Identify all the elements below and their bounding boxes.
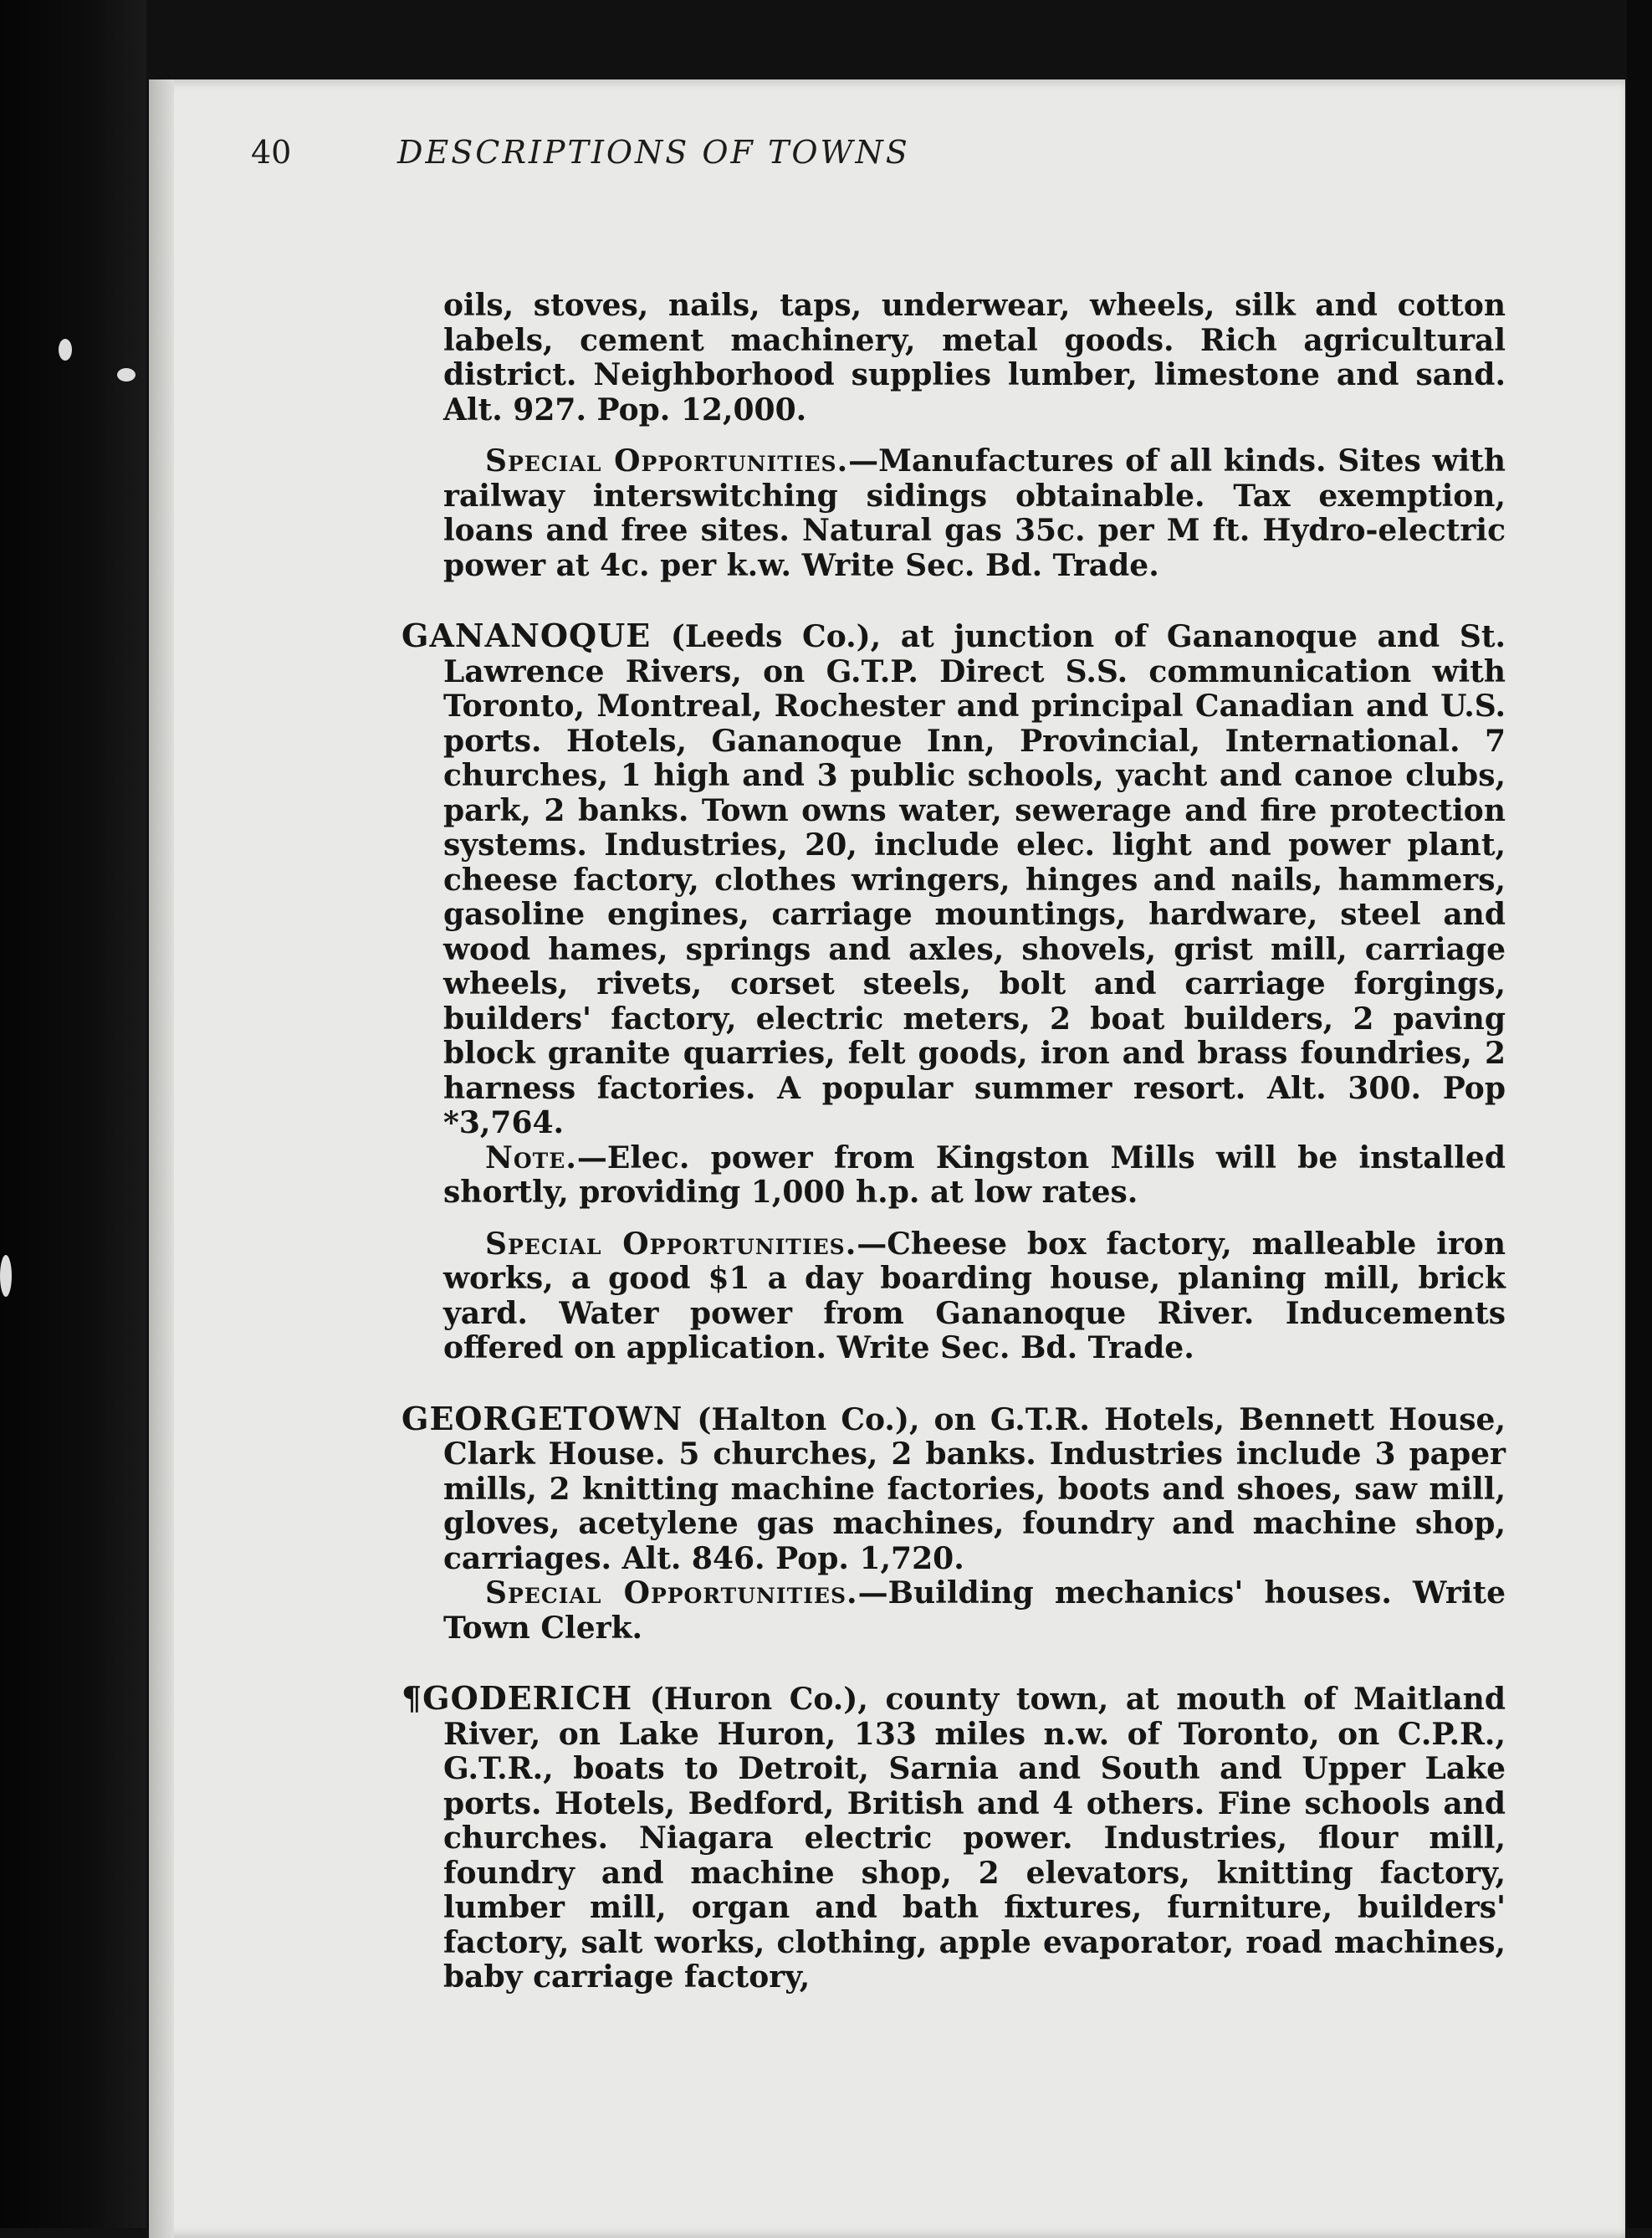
paragraph-text: —Manufactures of all kinds. Sites with railway interswitching sidings obtainable. Tax exemption, loans and free sites. Natural gas 35c. per M ft. Hydro-electric power at 4c. per k.w. Write Sec. Bd. Trade. <box>443 443 1506 583</box>
paragraph-text: —Cheese box factory, malleable iron works, a good $1 a day boarding house, planing mill, brick yard. Water power from Gananoque River. Inducements offered on application. Write Sec. Bd. Trade. <box>443 1226 1506 1365</box>
page-title: DESCRIPTIONS OF TOWNS <box>397 134 910 171</box>
paragraph-text: —Building mechanics' houses. Write Town Clerk. <box>443 1575 1506 1646</box>
page-binding-shadow <box>149 79 174 2238</box>
special-opportunities-paragraph <box>401 1227 1506 1366</box>
town-entry-gananoque <box>401 618 1506 1141</box>
section-label: Special Opportunities. <box>485 1575 858 1611</box>
special-opportunities-paragraph <box>401 444 1506 583</box>
town-entry-goderich <box>401 1681 1506 1995</box>
paragraph-text: oils, stoves, nails, taps, underwear, wheels, silk and cotton labels, cement machinery, metal goods. Rich agricultural district. Neighborhood supplies lumber, limestone and sand. Alt. 927. Pop. 12,000. <box>443 288 1506 428</box>
scan-border-left <box>0 0 146 2228</box>
town-name: ¶GODERICH <box>401 1679 633 1717</box>
town-entry-georgetown <box>401 1401 1506 1577</box>
town-name: GANANOQUE <box>401 617 652 654</box>
page-number: 40 <box>251 134 292 171</box>
paragraph-text: (Halton Co.), on G.T.R. Hotels, Bennett House, Clark House. 5 churches, 2 banks. Industries include 3 paper mills, 2 knitting machine factories, boots and shoes, saw mill, gloves, acetylene gas machines, foundry and machine shop, carriages. Alt. 846. Pop. 1,720. <box>443 1401 1506 1576</box>
section-label: Special Opportunities. <box>485 1226 857 1262</box>
scan-speck <box>59 339 72 361</box>
scan-speck <box>0 1255 12 1297</box>
note-paragraph <box>401 1141 1506 1211</box>
section-label: Special Opportunities. <box>485 443 849 479</box>
section-label: Note. <box>485 1139 577 1175</box>
special-opportunities-paragraph <box>401 1576 1506 1646</box>
paragraph-text: (Huron Co.), county town, at mouth of Maitland River, on Lake Huron, 133 miles n.w. of Toronto, on C.P.R., G.T.R., boats to Detroit, Sarnia and South and Upper Lake ports. Hotels, Bedford, British and 4 others. Fine schools and churches. Niagara electric power. Industries, flour mill, foundry and machine shop, 2 elevators, knitting factory, lumber mill, organ and bath fixtures, furniture, builders' factory, salt works, clothing, apple evaporator, road machines, baby carriage factory, <box>443 1682 1506 1995</box>
body-text <box>401 289 1506 1995</box>
paragraph-text: —Elec. power from Kingston Mills will be installed shortly, providing 1,000 h.p. at low rates. <box>443 1139 1506 1210</box>
scan-speck <box>117 368 136 382</box>
paragraph-text: (Leeds Co.), at junction of Gananoque and St. Lawrence Rivers, on G.T.P. Direct S.S. communication with Toronto, Montreal, Rochester and principal Canadian and U.S. ports. Hotels, Gananoque Inn, Provincial, International. 7 churches, 1 high and 3 public schools, yacht and canoe clubs, park, 2 banks. Town owns water, sewerage and fire protection systems. Industries, 20, include elec. light and power plant, cheese factory, clothes wringers, hinges and nails, hammers, gasoline engines, carriage mountings, hardware, steel and wood hames, springs and axles, shovels, grist mill, carriage wheels, rivets, corset steels, bolt and carriage forgings, builders' factory, electric meters, 2 boat builders, 2 paving block granite quarries, felt goods, iron and brass foundries, 2 harness factories. A popular summer resort. Alt. 300. Pop *3,764. <box>443 619 1506 1140</box>
town-name: GEORGETOWN <box>401 1399 683 1437</box>
scan-border-right <box>1627 0 1652 2228</box>
paragraph-continuation <box>401 289 1506 428</box>
running-head <box>251 134 1464 192</box>
